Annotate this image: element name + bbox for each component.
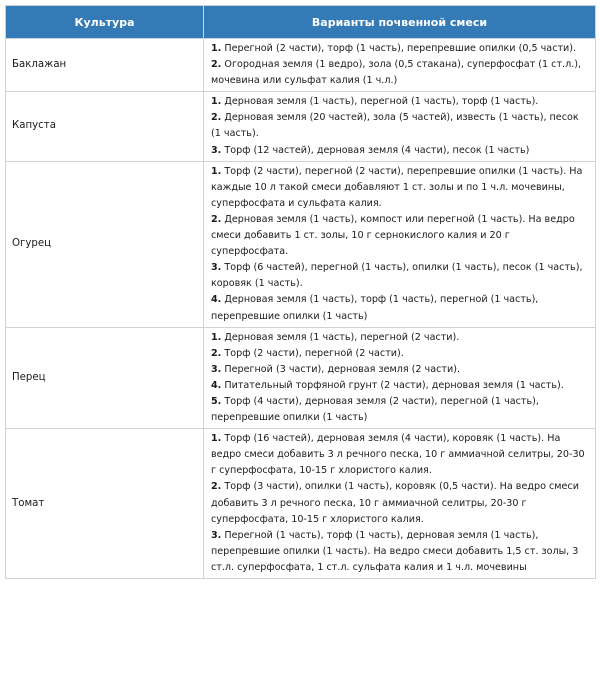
soil-mix-cell: [204, 39, 596, 92]
table-row: [6, 92, 596, 161]
table-row: [6, 327, 596, 429]
item-text: Перегной (1 часть), торф (1 часть), дерновая земля (1 часть), перепревшие опилки (1 часть). На ведро смеси добавить 1,5 ст. золы, 3 ст.л. суперфосфата, 1 ст.л. сульфата калия и 1 ч.л. мочевины: [211, 529, 579, 573]
item-text: Дерновая земля (1 часть), перегной (2 части).: [224, 331, 460, 343]
list-item: [211, 57, 589, 89]
item-text: Перегной (3 части), дерновая земля (2 части).: [224, 363, 460, 375]
item-number: 2.: [211, 59, 222, 71]
item-text: Дерновая земля (20 частей), зола (5 частей), известь (1 часть), песок (1 часть).: [211, 112, 579, 140]
list-item: [211, 394, 589, 426]
list-item: [211, 346, 589, 362]
header-row: [6, 6, 596, 39]
item-number: 4.: [211, 294, 222, 306]
list-item: [211, 378, 589, 394]
list-item: [211, 260, 589, 292]
crop-name: Огурец: [6, 161, 204, 327]
list-item: [211, 164, 589, 212]
item-number: 1.: [211, 165, 222, 177]
soil-mix-cell: [204, 327, 596, 429]
item-text: Торф (2 части), перегной (2 части).: [224, 347, 404, 359]
crop-name: Томат: [6, 429, 204, 579]
list-item: [211, 41, 589, 57]
item-text: Дерновая земля (1 часть), торф (1 часть), перегной (1 часть), перепревшие опилки (1 часть): [211, 294, 539, 322]
item-text: Перегной (2 части), торф (1 часть), перепревшие опилки (0,5 части).: [224, 43, 577, 54]
list-item: [211, 431, 589, 479]
table-row: [6, 39, 596, 92]
crop-name: Капуста: [6, 92, 204, 161]
item-text: Торф (6 частей), перегной (1 часть), опилки (1 часть), песок (1 часть), коровяк (1 часть).: [211, 262, 583, 290]
item-text: Торф (3 части), опилки (1 часть), коровяк (0,5 части). На ведро смеси добавить 3 л речного песка, 10 г аммиачной селитры, 20-30 г суперфосфата, 10-15 г хлористого калия.: [211, 481, 579, 525]
item-text: Торф (2 части), перегной (2 части), перепревшие опилки (1 часть). На каждые 10 л такой смеси добавляют 1 ст. золы и по 1 ч.л. мочевины, суперфосфата и сульфата калия.: [211, 165, 583, 209]
soil-mix-cell: [204, 92, 596, 161]
item-text: Питательный торфяной грунт (2 части), дерновая земля (1 часть).: [224, 379, 564, 391]
item-number: 1.: [211, 433, 222, 445]
table-row: [6, 161, 596, 327]
item-number: 2.: [211, 213, 222, 225]
item-text: Дерновая земля (1 часть), компост или перегной (1 часть). На ведро смеси добавить 1 ст. золы, 10 г сернокислого калия и 20 г суперфосфата.: [211, 213, 575, 258]
list-item: [211, 528, 589, 576]
item-number: 5.: [211, 395, 222, 407]
item-number: 1.: [211, 43, 222, 54]
list-item: [211, 110, 589, 142]
list-item: [211, 362, 589, 378]
table-row: [6, 429, 596, 579]
item-number: 2.: [211, 112, 222, 124]
list-item: [211, 212, 589, 260]
item-text: Торф (16 частей), дерновая земля (4 части), коровяк (1 часть). На ведро смеси добавить 3 л речного песка, 10 г аммиачной селитры, 20-30 г суперфосфата, 10-15 г хлористого калия.: [211, 433, 585, 477]
item-number: 2.: [211, 347, 222, 359]
soil-mix-cell: [204, 429, 596, 579]
soil-mix-table: [5, 5, 596, 579]
item-number: 1.: [211, 96, 222, 108]
item-number: 3.: [211, 144, 222, 156]
crop-name: Баклажан: [6, 39, 204, 92]
table-header: [6, 6, 596, 39]
item-number: 3.: [211, 529, 222, 541]
list-item: [211, 94, 589, 110]
crop-name: Перец: [6, 327, 204, 429]
item-text: Огородная земля (1 ведро), зола (0,5 стакана), суперфосфат (1 ст.л.), мочевина или сульфат калия (1 ч.л.): [211, 59, 582, 87]
header-culture: Культура: [6, 6, 204, 39]
item-text: Дерновая земля (1 часть), перегной (1 часть), торф (1 часть).: [224, 96, 539, 108]
item-number: 2.: [211, 481, 222, 493]
item-text: Торф (12 частей), дерновая земля (4 части), песок (1 часть): [224, 144, 530, 156]
list-item: [211, 479, 589, 527]
list-item: [211, 330, 589, 346]
list-item: [211, 143, 589, 159]
item-number: 4.: [211, 379, 222, 391]
header-soil-mix-variants: Варианты почвенной смеси: [204, 6, 596, 39]
item-text: Торф (4 части), дерновая земля (2 части), перегной (1 часть), перепревшие опилки (1 часть): [211, 395, 539, 424]
soil-mix-cell: [204, 161, 596, 327]
item-number: 1.: [211, 331, 222, 343]
item-number: 3.: [211, 262, 222, 274]
item-number: 3.: [211, 363, 222, 375]
list-item: [211, 292, 589, 324]
